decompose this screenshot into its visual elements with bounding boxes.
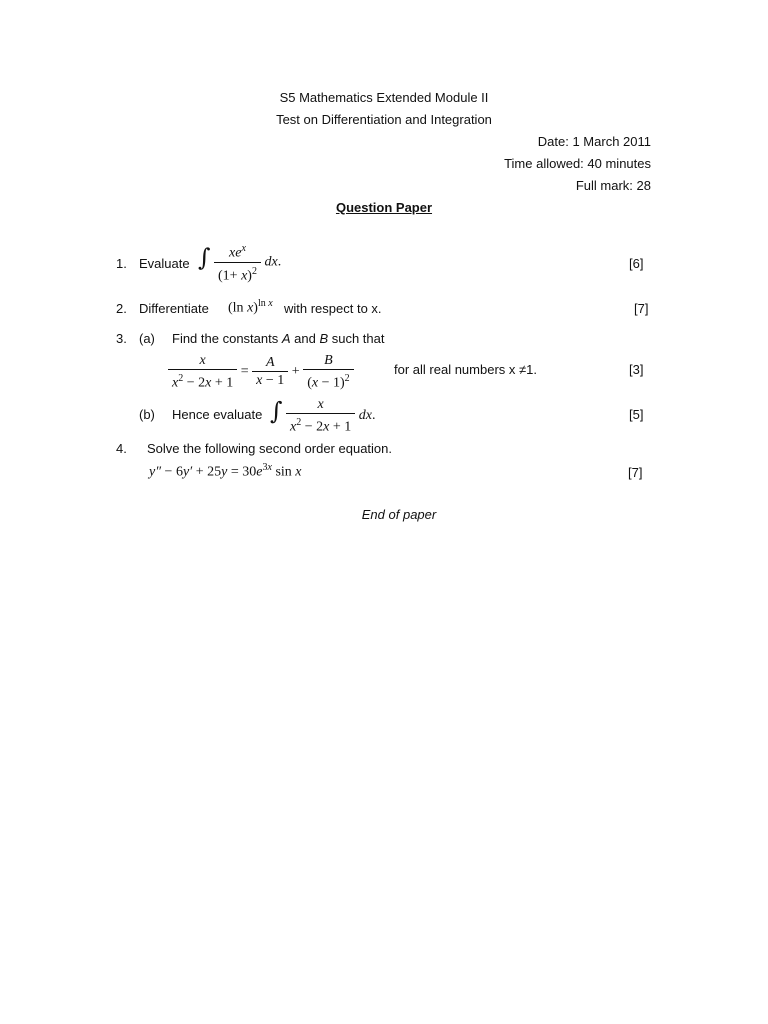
question-2-mark: [7] — [634, 301, 649, 316]
question-3a-formula: $\frac{x}{x^2 - 2x + 1}$ = $\frac{A}{x - 1}$ + $\frac{B}{(x - 1)^2}$ — [168, 352, 354, 392]
integral-sign: ∫ — [270, 397, 283, 426]
integral-sign: ∫ — [198, 243, 211, 272]
question-4-mark: [7] — [628, 465, 643, 480]
question-3a-label: (a) — [139, 331, 155, 346]
question-3-number: 3. — [116, 331, 127, 346]
exam-subtitle: Test on Differentiation and Integration — [276, 112, 492, 127]
question-2-text-after: with respect to x. — [284, 301, 382, 316]
time-allowed: Time allowed: 40 minutes — [504, 156, 651, 171]
question-3b-mark: [5] — [629, 407, 644, 422]
question-1-mark: [6] — [629, 256, 644, 271]
question-2-formula: (ln x)$^{ln x}$ — [228, 298, 273, 316]
question-3a-text: Find the constants A and B such that — [172, 331, 385, 346]
exam-date: Date: 1 March 2011 — [537, 134, 651, 149]
fraction: $\frac{xe^x}{(1+ x)^2}$ — [214, 240, 261, 284]
question-4-formula: $y'' - 6y' + 25y = 30e^{3x}$ sin x — [149, 462, 302, 480]
question-2-number: 2. — [116, 301, 127, 316]
exam-title: S5 Mathematics Extended Module II — [279, 90, 489, 105]
question-4-text: Solve the following second order equation. — [147, 441, 392, 456]
paper-heading: Question Paper — [335, 200, 433, 215]
question-3b-formula: ∫ $\frac{x}{x^2 - 2x + 1}$ dx. — [270, 397, 376, 435]
question-1-formula: ∫ $\frac{xe^x}{(1+ x)^2}$ dx. — [198, 240, 281, 284]
question-1-number: 1. — [116, 256, 127, 271]
question-3a-condition: for all real numbers x ≠1. — [394, 362, 537, 377]
question-3b-text: Hence evaluate — [172, 407, 263, 422]
question-4-number: 4. — [116, 441, 127, 456]
question-3a-mark: [3] — [629, 362, 644, 377]
end-of-paper: End of paper — [361, 507, 437, 522]
question-2-text: Differentiate — [139, 301, 209, 316]
full-mark: Full mark: 28 — [575, 178, 651, 193]
question-1-text: Evaluate — [139, 256, 190, 271]
question-3b-label: (b) — [139, 407, 155, 422]
